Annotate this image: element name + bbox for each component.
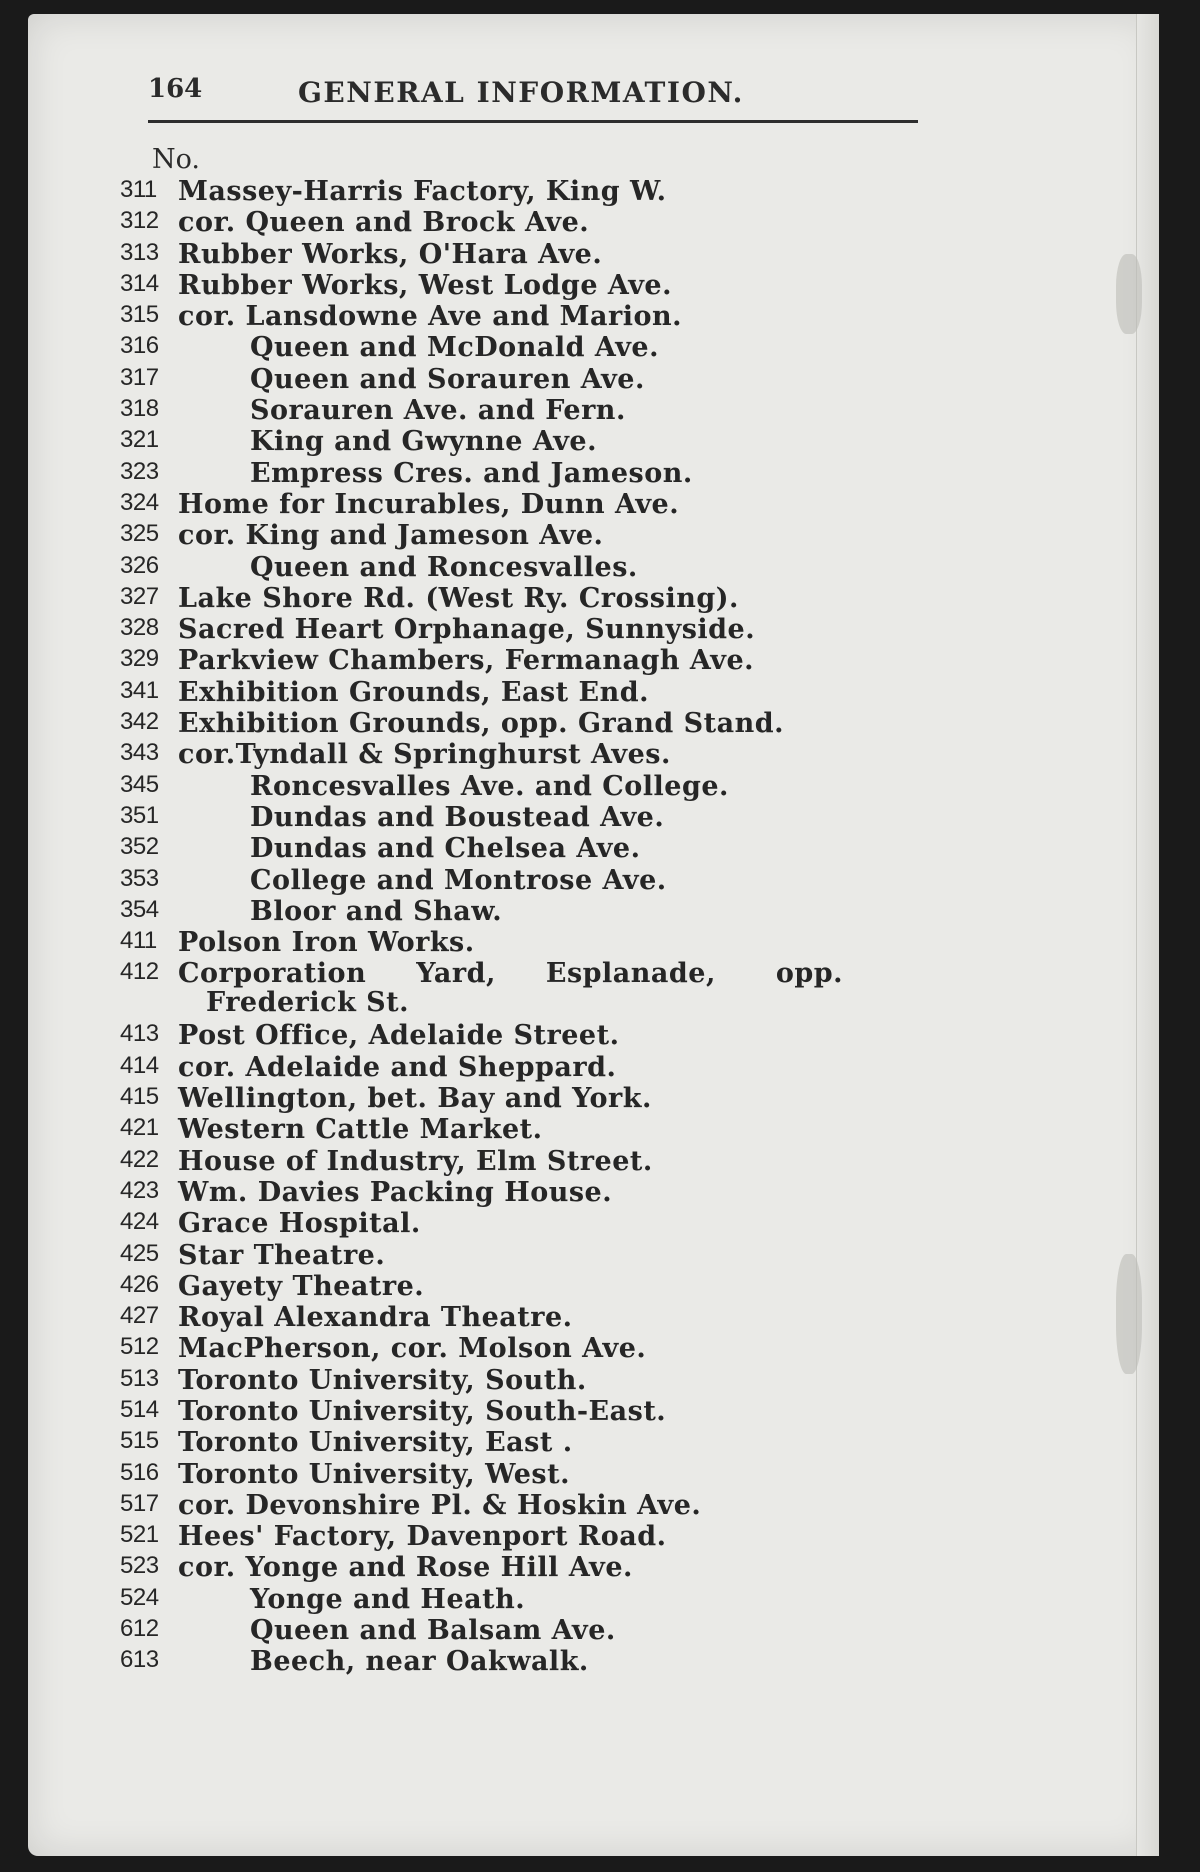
- entry-text: Parkview Chambers, Fermanagh Ave.: [178, 645, 755, 677]
- page-header: [148, 74, 918, 120]
- list-item: [120, 1646, 920, 1677]
- entry-text: Massey-Harris Factory, King W.: [178, 176, 667, 207]
- list-item: [120, 207, 920, 238]
- entry-number: 514: [120, 1395, 159, 1423]
- entry-text: Queen and Roncesvalles.: [250, 551, 638, 583]
- entry-text: Polson Iron Works.: [178, 927, 475, 959]
- list-item: [120, 1365, 920, 1396]
- entry-text: Star Theatre.: [178, 1239, 386, 1271]
- entry-number: 415: [120, 1083, 159, 1111]
- entry-number: 512: [120, 1333, 159, 1361]
- list-item: [120, 301, 920, 332]
- entry-text: MacPherson, cor. Molson Ave.: [178, 1333, 647, 1365]
- entry-text: cor. King and Jameson Ave.: [178, 520, 604, 552]
- entry-text: Toronto University, South-East.: [178, 1395, 667, 1427]
- entry-number: 521: [120, 1521, 159, 1549]
- page-number: 164: [148, 74, 203, 104]
- entry-number: 317: [120, 363, 159, 391]
- entry-text: Sacred Heart Orphanage, Sunnyside.: [178, 614, 756, 646]
- list-item: [120, 958, 920, 1020]
- entry-number: 421: [120, 1114, 159, 1142]
- entry-number: 423: [120, 1176, 159, 1204]
- list-item: [120, 364, 920, 395]
- list-item: [120, 426, 920, 457]
- list-item: [120, 896, 920, 927]
- entry-number: 351: [120, 801, 159, 829]
- entry-text-part: Yard,: [416, 958, 496, 990]
- entry-number: 327: [120, 582, 159, 610]
- entry-text: House of Industry, Elm Street.: [178, 1145, 653, 1177]
- entry-number: 311: [120, 176, 157, 203]
- entry-number: 321: [120, 426, 159, 454]
- list-item: [120, 1333, 920, 1364]
- entry-number: 328: [120, 614, 159, 642]
- entry-number: 315: [120, 301, 159, 329]
- entry-text: Rubber Works, West Lodge Ave.: [178, 269, 673, 301]
- entry-text: Beech, near Oakwalk.: [250, 1646, 589, 1678]
- entry-number: 414: [120, 1051, 159, 1079]
- entry-text: Dundas and Boustead Ave.: [250, 801, 665, 833]
- entry-number: 341: [120, 676, 159, 704]
- list-item: [120, 927, 920, 958]
- list-item: [120, 1490, 920, 1521]
- entry-number: 411: [120, 927, 157, 955]
- entry-number: 425: [120, 1239, 159, 1267]
- entry-text: Toronto University, East .: [178, 1427, 573, 1459]
- entry-text: Queen and Sorauren Ave.: [250, 363, 645, 395]
- entry-text: Post Office, Adelaide Street.: [178, 1020, 620, 1052]
- entry-text: cor. Yonge and Rose Hill Ave.: [178, 1552, 633, 1584]
- entry-number: 318: [120, 395, 159, 423]
- list-item: [120, 1177, 920, 1208]
- list-item: [120, 677, 920, 708]
- entry-number: 517: [120, 1489, 159, 1517]
- entry-text: cor. Queen and Brock Ave.: [178, 207, 590, 239]
- list-item: [120, 552, 920, 583]
- entry-number: 354: [120, 895, 159, 923]
- list-item: [120, 270, 920, 301]
- entry-number: 352: [120, 833, 159, 861]
- list-item: [120, 332, 920, 363]
- column-heading: No.: [152, 144, 200, 175]
- list-item: [120, 645, 920, 676]
- entry-number: 413: [120, 1020, 159, 1048]
- entry-list: [120, 176, 920, 1678]
- list-item: [120, 458, 920, 489]
- entry-number: 524: [120, 1583, 159, 1611]
- entry-number: 342: [120, 708, 159, 736]
- entry-text: cor. Devonshire Pl. & Hoskin Ave.: [178, 1489, 702, 1521]
- entry-text: Home for Incurables, Dunn Ave.: [178, 488, 680, 520]
- list-item: [120, 1052, 920, 1083]
- entry-number: 345: [120, 770, 159, 798]
- entry-text: Wellington, bet. Bay and York.: [178, 1083, 652, 1115]
- entry-number: 613: [120, 1646, 159, 1674]
- header-rule: [148, 120, 918, 123]
- entry-number: 343: [120, 739, 159, 767]
- entry-number: 427: [120, 1302, 159, 1330]
- paper-tear: [1116, 254, 1142, 334]
- entry-text: Toronto University, West.: [178, 1458, 570, 1490]
- list-item: [120, 176, 920, 207]
- list-item: [120, 833, 920, 864]
- list-item: [120, 708, 920, 739]
- entry-text: Queen and Balsam Ave.: [250, 1615, 616, 1647]
- entry-number: 326: [120, 551, 159, 579]
- entry-number: 422: [120, 1145, 159, 1173]
- entry-text: Royal Alexandra Theatre.: [178, 1302, 573, 1334]
- list-item: [120, 1240, 920, 1271]
- entry-number: 353: [120, 864, 159, 892]
- entry-number: 412: [120, 958, 159, 986]
- entry-number: 325: [120, 520, 159, 548]
- list-item: [120, 771, 920, 802]
- list-item: [120, 395, 920, 426]
- entry-number: 426: [120, 1270, 159, 1298]
- list-item: [120, 1427, 920, 1458]
- entry-text-continuation: Frederick St.: [206, 987, 410, 1019]
- entry-number: 314: [120, 269, 159, 297]
- entry-number: 324: [120, 488, 159, 516]
- entry-text: King and Gwynne Ave.: [250, 426, 597, 458]
- entry-text: Gayety Theatre.: [178, 1270, 425, 1302]
- list-item: [120, 1020, 920, 1051]
- entry-number: 513: [120, 1364, 159, 1392]
- list-item: [120, 865, 920, 896]
- entry-text: cor. Lansdowne Ave and Marion.: [178, 301, 683, 333]
- entry-text: Hees' Factory, Davenport Road.: [178, 1521, 667, 1553]
- entry-number: 316: [120, 332, 159, 360]
- list-item: [120, 1584, 920, 1615]
- entry-number: 323: [120, 457, 159, 485]
- entry-text: Dundas and Chelsea Ave.: [250, 833, 641, 865]
- entry-number: 515: [120, 1427, 159, 1455]
- running-title: GENERAL INFORMATION.: [298, 76, 744, 109]
- entry-text: Queen and McDonald Ave.: [250, 332, 659, 364]
- entry-text: College and Montrose Ave.: [250, 864, 667, 896]
- entry-text: Empress Cres. and Jameson.: [250, 457, 693, 489]
- entry-number: 516: [120, 1458, 159, 1486]
- list-item: [120, 583, 920, 614]
- entry-text: cor.Tyndall & Springhurst Aves.: [178, 739, 671, 771]
- entry-text: Lake Shore Rd. (West Ry. Crossing).: [178, 582, 739, 614]
- entry-text-part: opp.: [775, 958, 844, 990]
- paper-tear: [1116, 1254, 1142, 1374]
- list-item: [120, 1271, 920, 1302]
- list-item: [120, 1459, 920, 1490]
- entry-text: Roncesvalles Ave. and College.: [250, 770, 729, 802]
- entry-text: Wm. Davies Packing House.: [178, 1176, 613, 1208]
- entry-number: 329: [120, 645, 159, 673]
- entry-text: Bloor and Shaw.: [250, 895, 503, 927]
- entry-text: cor. Adelaide and Sheppard.: [178, 1051, 617, 1083]
- entry-number: 424: [120, 1208, 159, 1236]
- entry-text: Grace Hospital.: [178, 1208, 421, 1240]
- entry-text: Yonge and Heath.: [250, 1583, 526, 1615]
- list-item: [120, 1521, 920, 1552]
- list-item: [120, 1396, 920, 1427]
- list-item: [120, 614, 920, 645]
- list-item: [120, 1146, 920, 1177]
- entry-text-part: Esplanade,: [545, 958, 716, 990]
- list-item: [120, 1302, 920, 1333]
- list-item: [120, 239, 920, 270]
- entry-number: 312: [120, 207, 159, 235]
- list-item: [120, 802, 920, 833]
- entry-text: Exhibition Grounds, East End.: [178, 676, 650, 708]
- entry-text: Exhibition Grounds, opp. Grand Stand.: [178, 708, 785, 740]
- entry-number: 612: [120, 1615, 159, 1643]
- list-item: [120, 1083, 920, 1114]
- entry-number: 523: [120, 1552, 159, 1580]
- list-item: [120, 739, 920, 770]
- list-item: [120, 1552, 920, 1583]
- list-item: [120, 489, 920, 520]
- list-item: [120, 520, 920, 551]
- list-item: [120, 1208, 920, 1239]
- entry-text-part: Corporation: [178, 958, 367, 990]
- entry-text: Rubber Works, O'Hara Ave.: [178, 238, 603, 270]
- entry-text: Sorauren Ave. and Fern.: [250, 395, 626, 427]
- entry-number: 313: [120, 238, 159, 266]
- entry-text: Western Cattle Market.: [178, 1114, 543, 1146]
- entry-text: Toronto University, South.: [178, 1364, 587, 1396]
- entry-text: [178, 958, 843, 1018]
- list-item: [120, 1615, 920, 1646]
- list-item: [120, 1114, 920, 1145]
